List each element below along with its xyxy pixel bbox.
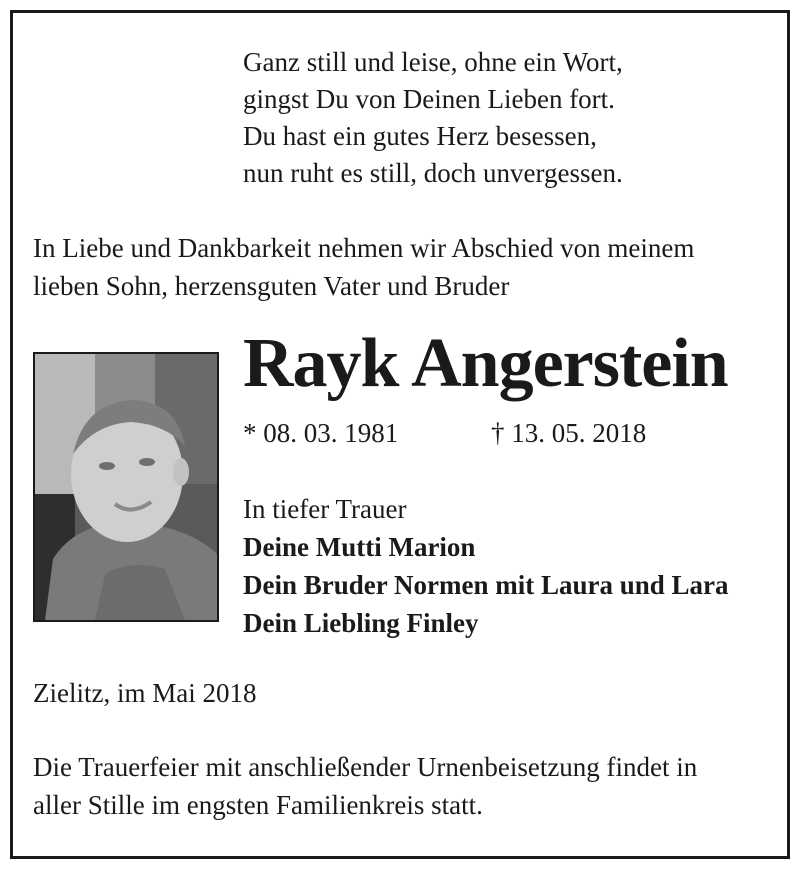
mourners-heading: In tiefer Trauer (243, 494, 407, 524)
intro-line: lieben Sohn, herzensguten Vater und Bruder (33, 271, 510, 301)
portrait-illustration (35, 354, 217, 620)
mourners (243, 490, 729, 642)
poem (243, 44, 623, 192)
poem-line: nun ruht es still, doch unvergessen. (243, 158, 623, 188)
intro-line: In Liebe und Dankbarkeit nehmen wir Abschied von meinem (33, 233, 695, 263)
deceased-name: Rayk Angerstein (243, 325, 728, 402)
service-line: Die Trauerfeier mit anschließender Urnenbeisetzung findet in (33, 752, 698, 782)
service-line: aller Stille im engsten Familienkreis statt. (33, 790, 483, 820)
poem-line: Du hast ein gutes Herz besessen, (243, 121, 597, 151)
poem-line: gingst Du von Deinen Lieben fort. (243, 84, 615, 114)
mourner-line: Dein Liebling Finley (243, 608, 479, 638)
death-date: † 13. 05. 2018 (491, 418, 647, 448)
mourner-line: Deine Mutti Marion (243, 532, 476, 562)
funeral-service-note (33, 748, 697, 824)
portrait-photo (33, 352, 219, 622)
place-date: Zielitz, im Mai 2018 (33, 678, 257, 708)
intro-text (33, 229, 773, 305)
birth-date: * 08. 03. 1981 (243, 418, 399, 448)
mourner-line: Dein Bruder Normen mit Laura und Lara (243, 570, 729, 600)
poem-line: Ganz still und leise, ohne ein Wort, (243, 47, 623, 77)
